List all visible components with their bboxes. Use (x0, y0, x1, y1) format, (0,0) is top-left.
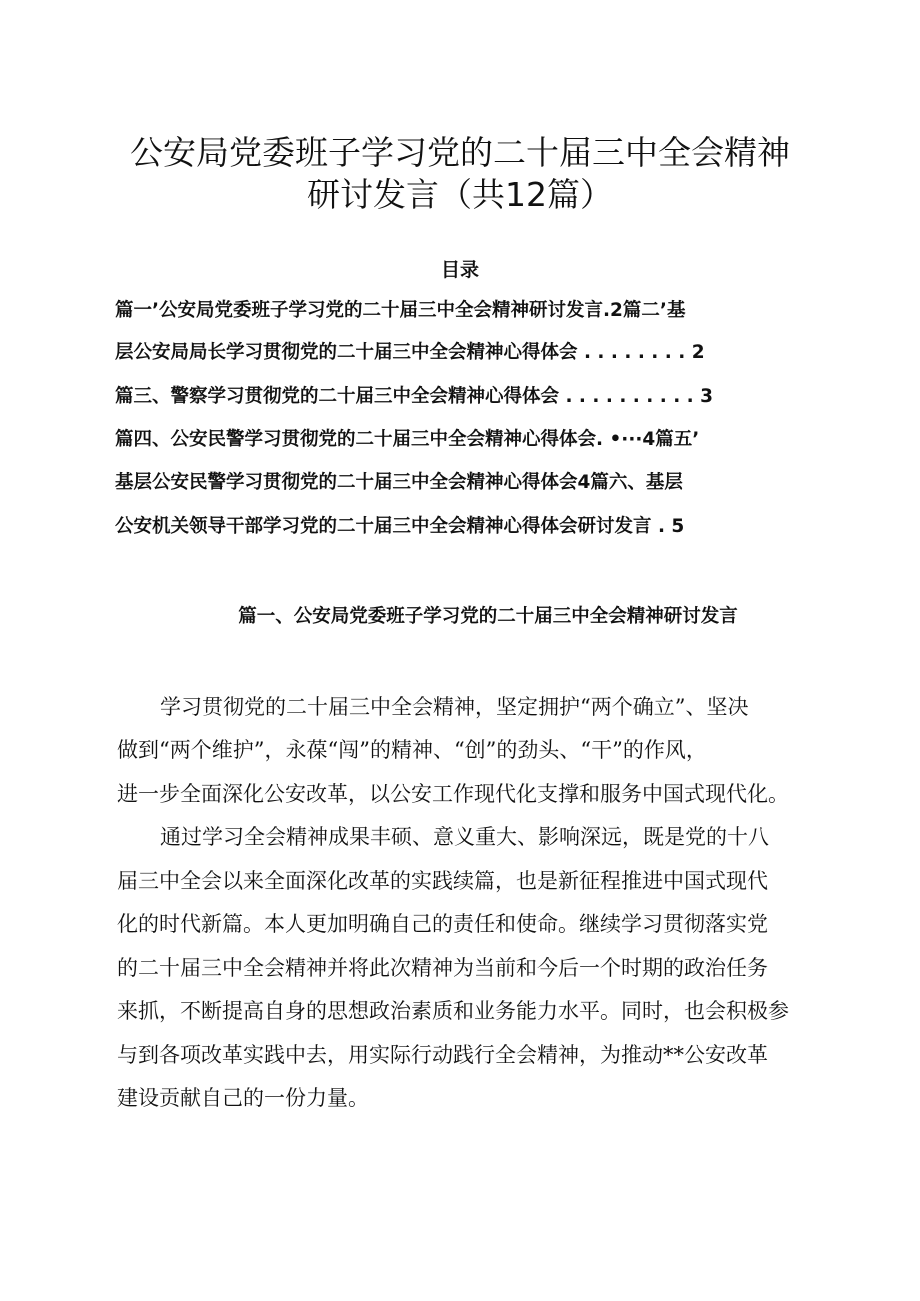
body-text-line: 学习贯彻党的二十届三中全会精神，坚定拥护“两个确立”、坚决 (160, 695, 749, 719)
toc-line[interactable]: 篇三、警察学习贯彻党的二十届三中全会精神心得体会 . . . . . . . . . . 3 (115, 386, 714, 407)
body-text-line: 届三中全会以来全面深化改革的实践续篇，也是新征程推进中国式现代 (117, 869, 768, 893)
body-text-line: 通过学习全会精神成果丰硕、意义重大、影响深远，既是党的十八 (160, 825, 769, 849)
document-title-line-2: 研讨发言（共12篇） (307, 175, 613, 214)
body-text-line: 化的时代新篇。本人更加明确自己的责任和使命。继续学习贯彻落实党 (117, 912, 768, 936)
body-text-line: 来抓，不断提高自身的思想政治素质和业务能力水平。同时，也会积极参 (117, 999, 789, 1023)
document-title-line-1: 公安局党委班子学习党的二十届三中全会精神 (130, 133, 790, 172)
toc-heading: 目录 (440, 259, 479, 281)
toc-line[interactable]: 篇一’公安局党委班子学习党的二十届三中全会精神研讨发言.2篇二’基 (115, 300, 686, 321)
body-text-line: 建设贡献自己的一份力量。 (117, 1086, 369, 1110)
body-text-line: 做到“两个维护”，永葆“闯”的精神、“创”的劲头、“干”的作风， (117, 738, 707, 762)
body-text-line: 的二十届三中全会精神并将此次精神为当前和今后一个时期的政治任务 (117, 956, 768, 980)
toc-line[interactable]: 公安机关领导干部学习党的二十届三中全会精神心得体会研讨发言 . 5 (115, 516, 685, 537)
toc-line[interactable]: 层公安局局长学习贯彻党的二十届三中全会精神心得体会 . . . . . . . . 2 (115, 342, 705, 363)
body-text-line: 进一步全面深化公安改革，以公安工作现代化支撑和服务中国式现代化。 (117, 782, 789, 806)
body-text-line: 与到各项改革实践中去，用实际行动践行全会精神，为推动**公安改革 (117, 1043, 768, 1067)
section-heading: 篇一、公安局党委班子学习党的二十届三中全会精神研讨发言 (238, 606, 738, 627)
toc-line[interactable]: 篇四、公安民警学习贯彻党的二十届三中全会精神心得体会. •···4篇五’ (115, 429, 700, 450)
toc-line[interactable]: 基层公安民警学习贯彻党的二十届三中全会精神心得体会4篇六、基层 (115, 472, 683, 493)
